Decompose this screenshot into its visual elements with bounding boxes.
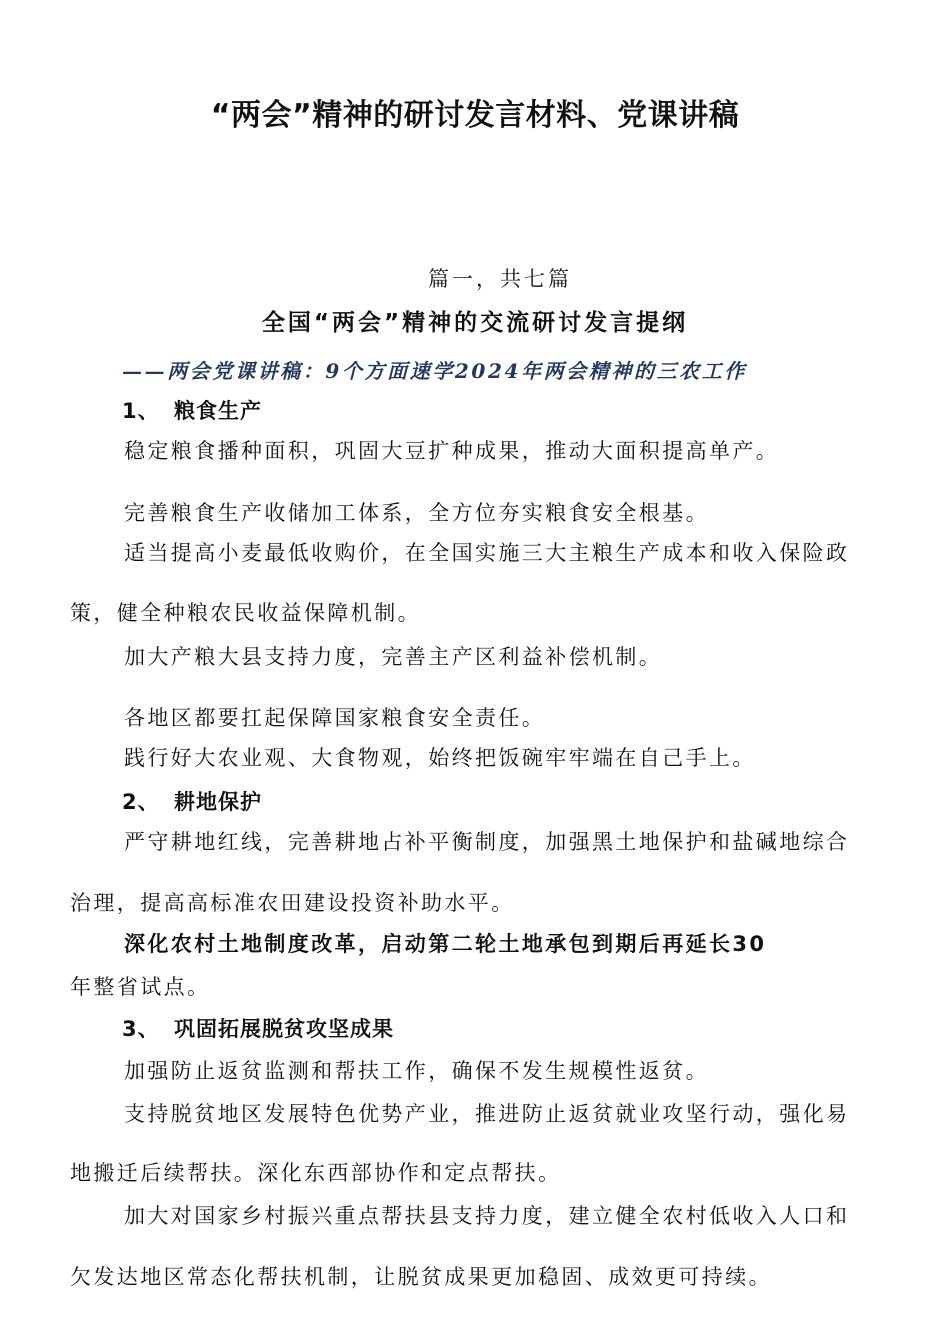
section-2-number: 2、: [122, 790, 160, 814]
section-heading: 全国“两会”精神的交流研讨发言提纲: [261, 310, 689, 336]
paragraph-line: 年整省试点。: [70, 975, 211, 999]
document-title: “两会”精神的研讨发言材料、党课讲稿: [210, 98, 740, 133]
section-2-heading: [122, 787, 262, 817]
section-1-heading: [122, 396, 262, 426]
paragraph-line: 各地区都要扛起保障国家粮食安全责任。: [124, 706, 546, 730]
section-1-number: 1、: [122, 399, 160, 423]
paragraph-line: 深化农村土地制度改革，启动第二轮土地承包到期后再延长30: [124, 932, 767, 956]
section-3-number: 3、: [122, 1017, 160, 1041]
paragraph-line: 治理，提高高标准农田建设投资补助水平。: [70, 891, 515, 915]
paragraph-line: 策，健全种粮农民收益保障机制。: [70, 601, 421, 625]
paragraph-line: 加大对国家乡村振兴重点帮扶县支持力度，建立健全农村低收入人口和: [124, 1204, 850, 1228]
paragraph-line: 适当提高小麦最低收购价，在全国实施三大主粮生产成本和收入保险政: [124, 541, 850, 565]
section-3-title: 巩固拓展脱贫攻坚成果: [174, 1017, 394, 1041]
paragraph-line: 地搬迁后续帮扶。深化东西部协作和定点帮扶。: [70, 1161, 562, 1185]
section-2-title: 耕地保护: [174, 790, 262, 814]
paragraph-line: 欠发达地区常态化帮扶机制，让脱贫成果更加稳固、成效更可持续。: [70, 1265, 772, 1289]
paragraph-line: 完善粮食生产收储加工体系，全方位夯实粮食安全根基。: [124, 501, 709, 525]
subtitle: ——两会党课讲稿：9个方面速学2024年两会精神的三农工作: [122, 359, 747, 383]
paragraph-line: 加强防止返贫监测和帮扶工作，确保不发生规模性返贫。: [124, 1059, 709, 1083]
part-label: 篇一，共七篇: [428, 267, 572, 291]
paragraph-line: 加大产粮大县支持力度，完善主产区利益补偿机制。: [124, 645, 663, 669]
section-1-title: 粮食生产: [174, 399, 262, 423]
paragraph-line: 稳定粮食播种面积，巩固大豆扩种成果，推动大面积提高单产。: [124, 439, 780, 463]
section-3-heading: [122, 1014, 394, 1044]
paragraph-line: 践行好大农业观、大食物观，始终把饭碗牢牢端在自己手上。: [124, 746, 756, 770]
paragraph-line: 支持脱贫地区发展特色优势产业，推进防止返贫就业攻坚行动，强化易: [124, 1102, 850, 1126]
paragraph-line: 严守耕地红线，完善耕地占补平衡制度，加强黑土地保护和盐碱地综合: [124, 830, 850, 854]
